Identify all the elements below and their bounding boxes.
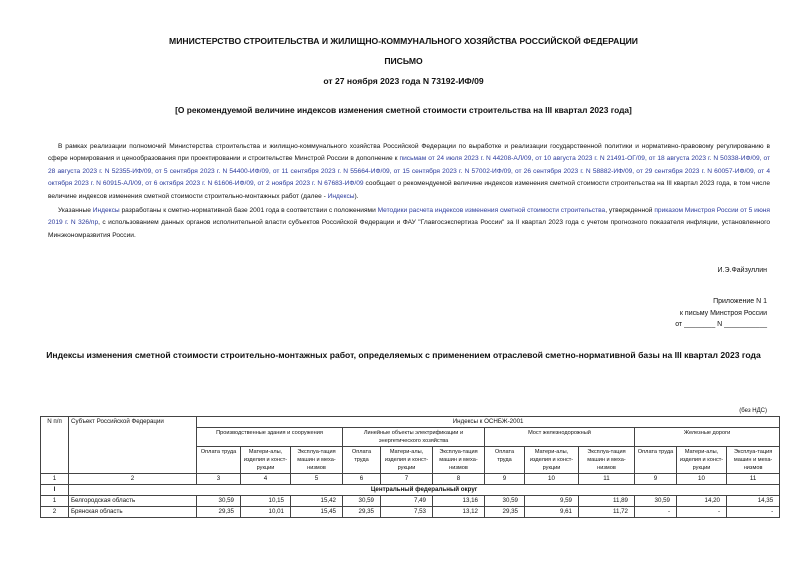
document-date-number: от 27 ноября 2023 года N 73192-ИФ/09 (323, 76, 484, 86)
sub-header: Эксплуа-тация машин и меха-низмов (579, 447, 635, 474)
col-number: 8 (433, 474, 485, 485)
cell-value: 14,35 (727, 496, 780, 507)
col-number: 11 (727, 474, 780, 485)
indices-link[interactable]: Индексы (327, 192, 355, 200)
sub-header: Матери-алы, изделия и конст-рукции (677, 447, 727, 474)
sub-header: Оплата труда (485, 447, 525, 474)
cell-value: 29,35 (197, 507, 241, 518)
sub-header: Оплата труда (197, 447, 241, 474)
paragraph-2 (48, 205, 770, 242)
col-number: 5 (291, 474, 343, 485)
document-type: ПИСЬМО (384, 56, 423, 66)
p1-end: ). (354, 192, 359, 200)
group-header-3: Мост железнодорожный (485, 428, 635, 447)
indices-header: Индексы к ОСНБЖ-2001 (197, 417, 780, 428)
appendix-line-3: от ________ N ___________ (675, 321, 767, 328)
cell-value: 30,59 (485, 496, 525, 507)
table-row (41, 496, 780, 507)
col-number: 9 (485, 474, 525, 485)
cell-value: - (727, 507, 780, 518)
p2-d: , с использованием данных органов исполнительной власти субъектов Российской Федерации и ФАУ "Главгосэкспертиза России" за II квартал 2023 года с учетом прогнозного показателя инфляции, установленного Минэкономразвития России. (48, 219, 770, 239)
document-subject: [О рекомендуемой величине индексов изменения сметной стоимости строительства на III квартал 2023 года] (175, 105, 632, 115)
cell-value: 10,01 (241, 507, 291, 518)
vat-note: (без НДС) (739, 408, 767, 414)
cell-value: 13,16 (433, 496, 485, 507)
cell-value: 7,53 (381, 507, 433, 518)
p2-c: , утвержденной (605, 207, 655, 214)
p1-rest: сообщает о рекомендуемой величине индексов изменения сметной стоимости строительства на III квартал 2023 года, в том числе величине индексов изменения сметной стоимости строительно-монтажных работ (далее - (48, 180, 770, 200)
group-header-4: Железные дороги (635, 428, 780, 447)
cell-value: - (635, 507, 677, 518)
table-row (41, 507, 780, 518)
col-number: 10 (677, 474, 727, 485)
section-row (41, 485, 780, 496)
column-number-row (41, 474, 780, 485)
cell-value: 15,45 (291, 507, 343, 518)
col-number: 7 (381, 474, 433, 485)
cell-value: - (677, 507, 727, 518)
group-header-2: Линейные объекты электрификации и энергетического хозяйства (343, 428, 485, 447)
col-number: 10 (525, 474, 579, 485)
appendix-line-2: к письму Минстроя России (679, 309, 767, 317)
appendix-block (675, 296, 767, 331)
cell-value: 11,89 (579, 496, 635, 507)
section-number: I (41, 485, 69, 496)
cell-value: 29,35 (343, 507, 381, 518)
indices-table (40, 416, 780, 518)
sub-header: Матери-алы, изделия и конст-рукции (381, 447, 433, 474)
sub-header: Матери-алы, изделия и конст-рукции (525, 447, 579, 474)
indices-link-2[interactable]: Индексы (92, 207, 120, 214)
sub-header: Эксплуа-тация машин и меха-низмов (727, 447, 780, 474)
cell-value: 30,59 (197, 496, 241, 507)
col-number: 9 (635, 474, 677, 485)
col-number: 2 (69, 474, 197, 485)
cell-value: 15,42 (291, 496, 343, 507)
cell-value: 13,12 (433, 507, 485, 518)
col-number: 1 (41, 474, 69, 485)
cell-value: 7,49 (381, 496, 433, 507)
col-subject-header: Субъект Российской Федерации (69, 417, 197, 474)
cell-value: 9,59 (525, 496, 579, 507)
signature: И.Э.Файзуллин (717, 267, 767, 274)
row-number: 1 (41, 496, 69, 507)
appendix-line-1: Приложение N 1 (713, 298, 767, 305)
cell-value: 30,59 (343, 496, 381, 507)
col-number: 6 (343, 474, 381, 485)
sub-header: Матери-алы, изделия и конст-рукции (241, 447, 291, 474)
order-link[interactable]: приказом Минстроя России от 5 июня 2019 г. N 326/пр (48, 207, 771, 227)
cell-value: 30,59 (635, 496, 677, 507)
row-number: 2 (41, 507, 69, 518)
p1-intro: В рамках реализации полномочий Министерства строительства и жилищно-коммунального хозяйства Российской Федерации по выработке и реализации государственной политики и нормативно-правовому регулированию в сфере нормирования и ценообразования при проектировании и строительстве Минстрой России в дополнение к (48, 143, 770, 163)
cell-value: 10,15 (241, 496, 291, 507)
row-subject: Брянская область (69, 507, 197, 518)
col-n-header: N п/п (41, 417, 69, 474)
sub-header: Оплата труда (635, 447, 677, 474)
p2-b: разработаны к сметно-нормативной базе 2001 года в соответствии с положениями (119, 207, 378, 214)
cell-value: 29,35 (485, 507, 525, 518)
letters-link[interactable]: письмам от 24 июля 2023 г. N 44208-АЛ/09, от 10 августа 2023 г. N 21491-ОГ/09, от 18 августа 2023 г. N 50338-ИФ/09, от 28 августа 2023 г. N 52355-ИФ/09, от 5 сентября 2023 г. N 54400-ИФ/09, от 11 сентября 2023 г. N 55664-ИФ/09, от 15 сентября 2023 г. N 57002-ИФ/09, от 26 сентября 2023 г. N 58882-ИФ/09, от 29 сентября 2023 г. N 60057-ИФ/09, от 4 октября 2023 г. N 60915-АЛ/09, от 6 октября 2023 г. N 61606-ИФ/09, от 2 ноября 2023 г. N 67683-ИФ/09 (48, 155, 770, 188)
col-number: 3 (197, 474, 241, 485)
sub-header: Эксплуа-тация машин и меха-низмов (291, 447, 343, 474)
row-subject: Белгородская область (69, 496, 197, 507)
group-header-1: Производственные здания и сооружения (197, 428, 343, 447)
ministry-heading: МИНИСТЕРСТВО СТРОИТЕЛЬСТВА И ЖИЛИЩНО-КОММУНАЛЬНОГО ХОЗЯЙСТВА РОССИЙСКОЙ ФЕДЕРАЦИИ (169, 36, 638, 46)
cell-value: 11,72 (579, 507, 635, 518)
section-title: Центральный федеральный округ (69, 485, 780, 496)
methodology-link[interactable]: Методики расчета индексов изменения сметной стоимости строительства (377, 207, 606, 214)
cell-value: 9,61 (525, 507, 579, 518)
index-table-title: Индексы изменения сметной стоимости строительно-монтажных работ, определяемых с применением отраслевой сметно-нормативной базы на III квартал 2023 года (46, 350, 761, 360)
paragraph-1 (48, 141, 770, 203)
cell-value: 14,20 (677, 496, 727, 507)
sub-header: Эксплуа-тация машин и меха-низмов (433, 447, 485, 474)
col-number: 4 (241, 474, 291, 485)
sub-header: Оплата труда (343, 447, 381, 474)
p2-a: Указанные (58, 207, 93, 214)
col-number: 11 (579, 474, 635, 485)
